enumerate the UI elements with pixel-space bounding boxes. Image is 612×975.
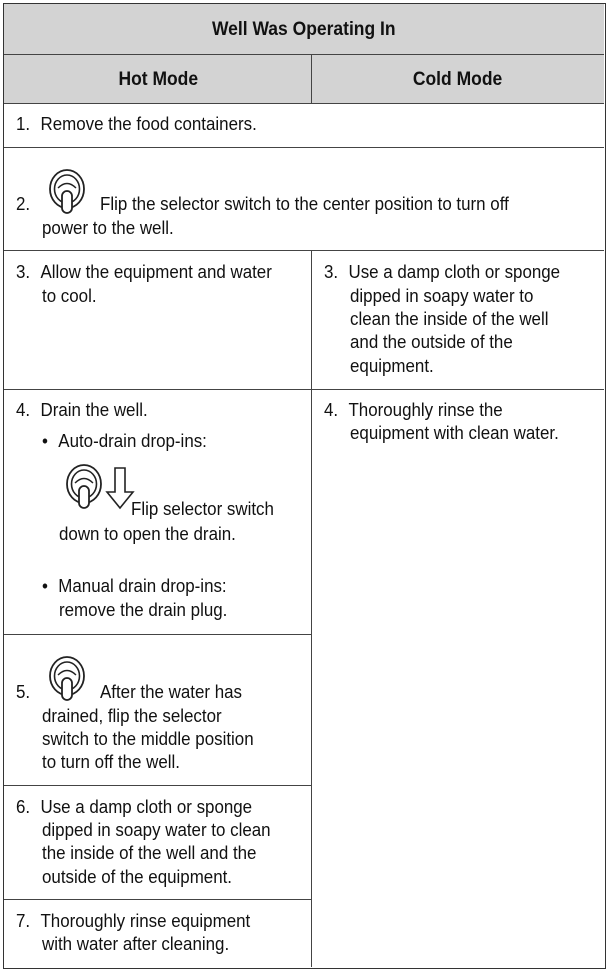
hot-step-5-line-1: [100, 681, 242, 705]
hot-step-6-line-2: [42, 819, 271, 843]
toggle-switch-icon: [64, 462, 106, 512]
cold-step-4-line-2: [350, 422, 559, 446]
divider: [311, 55, 312, 104]
divider: [4, 785, 312, 786]
bullet-manual-drain-line-2: [59, 599, 227, 623]
hot-mode-header-text: Hot Mode: [118, 68, 198, 90]
step-number: 3.: [324, 262, 339, 282]
step-text: Remove the food containers.: [40, 114, 257, 134]
step-number: 4.: [324, 400, 339, 420]
toggle-switch-icon: [47, 167, 89, 217]
step-text: Use a damp cloth or sponge: [348, 262, 561, 282]
divider: [4, 389, 604, 390]
step-text: Allow the equipment and water: [40, 262, 272, 282]
step-text: drained, flip the selector: [42, 706, 222, 726]
bullet-text: Auto-drain drop-ins:: [58, 431, 207, 451]
bullet-dot: •: [42, 576, 48, 596]
cold-step-4: [324, 399, 503, 423]
step-text: Flip the selector switch to the center position to turn off: [100, 194, 509, 214]
cold-step-3-line-2: [350, 285, 533, 309]
cold-step-3: [324, 261, 560, 285]
hot-step-5-line-3: [42, 728, 254, 752]
step-text: with water after cleaning.: [42, 934, 230, 954]
cold-step-3-line-4: [350, 331, 513, 355]
step-text: Drain the well.: [40, 400, 148, 420]
divider: [4, 634, 312, 635]
step-text: the inside of the well and the: [42, 843, 257, 863]
hot-step-1: [16, 113, 257, 137]
hot-step-5-number: [16, 681, 30, 705]
hot-step-3: [16, 261, 272, 285]
step-number: 4.: [16, 400, 31, 420]
step-number: 2.: [16, 194, 31, 214]
bullet-dot: •: [42, 431, 48, 451]
step-text: to turn off the well.: [42, 752, 180, 772]
step-text: down to open the drain.: [59, 524, 236, 544]
divider: [4, 899, 312, 900]
step-number: 7.: [16, 911, 31, 931]
step-number: 6.: [16, 797, 31, 817]
hot-step-6: [16, 796, 252, 820]
step-text: and the outside of the: [350, 332, 513, 352]
step-text: clean the inside of the well: [350, 309, 549, 329]
divider: [4, 103, 604, 104]
bullet-text: remove the drain plug.: [59, 600, 228, 620]
cold-mode-header-text: Cold Mode: [413, 68, 503, 90]
hot-step-4: [16, 399, 148, 423]
step-text: power to the well.: [42, 218, 174, 238]
hot-step-6-line-4: [42, 866, 232, 890]
step-text: Use a damp cloth or sponge: [40, 797, 253, 817]
hot-step-3-line-2: [42, 285, 97, 309]
divider: [4, 54, 604, 55]
cleaning-steps-table: [3, 3, 606, 969]
hot-step-7: [16, 910, 250, 934]
divider: [4, 250, 604, 251]
hot-step-7-line-2: [42, 933, 229, 957]
divider: [311, 250, 312, 967]
step-text: to cool.: [42, 286, 97, 306]
hot-step-5-line-2: [42, 705, 222, 729]
step-number: 3.: [16, 262, 31, 282]
flip-switch-down-line-2: [59, 523, 236, 547]
bullet-auto-drain: [42, 430, 207, 454]
hot-step-6-line-3: [42, 842, 256, 866]
divider: [4, 147, 604, 148]
table-title-text: Well Was Operating In: [212, 18, 396, 40]
hot-step-2-number: [16, 193, 30, 217]
cold-step-3-line-5: [350, 355, 434, 379]
step-text: dipped in soapy water to: [350, 286, 534, 306]
step-text: dipped in soapy water to clean: [42, 820, 271, 840]
step-number: 5.: [16, 682, 31, 702]
hot-mode-header: [4, 55, 312, 104]
step-text: switch to the middle position: [42, 729, 254, 749]
step-text: Thoroughly rinse the: [348, 400, 503, 420]
step-number: 1.: [16, 114, 31, 134]
step-text: equipment with clean water.: [350, 423, 559, 443]
hot-step-2-line-1: [100, 193, 509, 217]
table-title: [4, 4, 604, 55]
cold-step-3-line-3: [350, 308, 548, 332]
step-text: equipment.: [350, 356, 434, 376]
step-text: Flip selector switch: [131, 499, 274, 519]
step-text: outside of the equipment.: [42, 867, 233, 887]
step-text: Thoroughly rinse equipment: [40, 911, 251, 931]
bullet-manual-drain: [42, 575, 227, 599]
hot-step-2-line-2: [42, 217, 174, 241]
bullet-text: Manual drain drop-ins:: [58, 576, 227, 596]
hot-step-5-line-4: [42, 751, 180, 775]
step-text: After the water has: [100, 682, 243, 702]
flip-switch-down-line-1: [131, 498, 274, 522]
toggle-switch-icon: [47, 654, 89, 704]
cold-mode-header: [312, 55, 604, 104]
